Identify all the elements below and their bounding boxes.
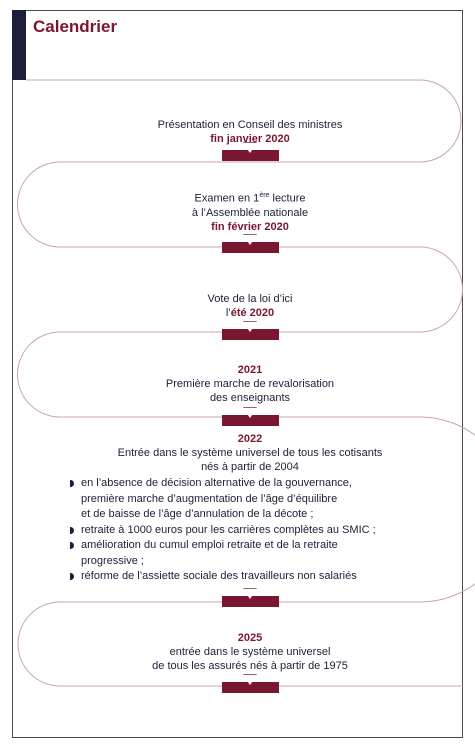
timeline-marker-2 (222, 242, 279, 253)
step-4-year: 2021 (237, 364, 263, 376)
step-4-line-2: des enseignants (209, 392, 291, 404)
step-5-line-1: Entrée dans le système universel de tous les cotisants (117, 447, 383, 459)
step-5-bullet-list (70, 476, 460, 585)
bullet-item: amélioration du cumul emploi retraite et de la retraite progressive ; (70, 538, 460, 569)
step-6-line-2: de tous les assurés nés à partir de 1975 (152, 660, 348, 672)
step-6-year: 2025 (237, 632, 263, 644)
bullet-icon (70, 480, 74, 487)
timeline-marker-3 (222, 329, 279, 340)
step-1-label: Présentation en Conseil des ministres (157, 119, 343, 131)
bullet-item: réforme de l’assiette sociale des travailleurs non salariés (70, 569, 460, 585)
step-2-date: fin février 2020 (211, 220, 289, 233)
step-4-line-1: Première marche de revalorisation (165, 378, 335, 390)
step-1-date: fin janvier 2020 (210, 133, 290, 145)
step-3-line-2: l’été 2020 (225, 307, 275, 319)
step-2-line-2: à l’Assemblée nationale (191, 206, 309, 219)
timeline-step-4 (40, 363, 460, 405)
bullet-item: retraite à 1000 euros pour les carrières complètes au SMIC ; (70, 523, 460, 539)
timeline-step-3 (40, 292, 460, 320)
step-6-line-1: entrée dans le système universel (169, 646, 331, 658)
bullet-icon (70, 542, 74, 549)
timeline-marker-1 (222, 150, 279, 161)
timeline-step-2 (40, 189, 460, 234)
bullet-icon (70, 573, 74, 580)
timeline-marker-6 (222, 682, 279, 693)
timeline-step-6 (40, 631, 460, 673)
timeline-step-5 (40, 432, 460, 585)
step-2-line-1: Examen en 1ère lecture (194, 192, 306, 205)
step-5-line-2: nés à partir de 2004 (201, 461, 299, 473)
page-title: Calendrier (33, 17, 118, 36)
bullet-icon (70, 527, 74, 534)
timeline-marker-4 (222, 415, 279, 426)
timeline-marker-5 (222, 596, 279, 607)
step-3-date: été 2020 (230, 307, 275, 319)
step-5-year: 2022 (237, 433, 263, 445)
step-3-line-1: Vote de la loi d’ici (207, 293, 293, 305)
step-2-superscript: ère (259, 192, 270, 199)
bullet-item: en l’absence de décision alternative de la gouvernance, première marche d’augmentation de l’âge d’équilibre et de baisse de l’âge d’annulation de la décote ; (70, 476, 460, 523)
